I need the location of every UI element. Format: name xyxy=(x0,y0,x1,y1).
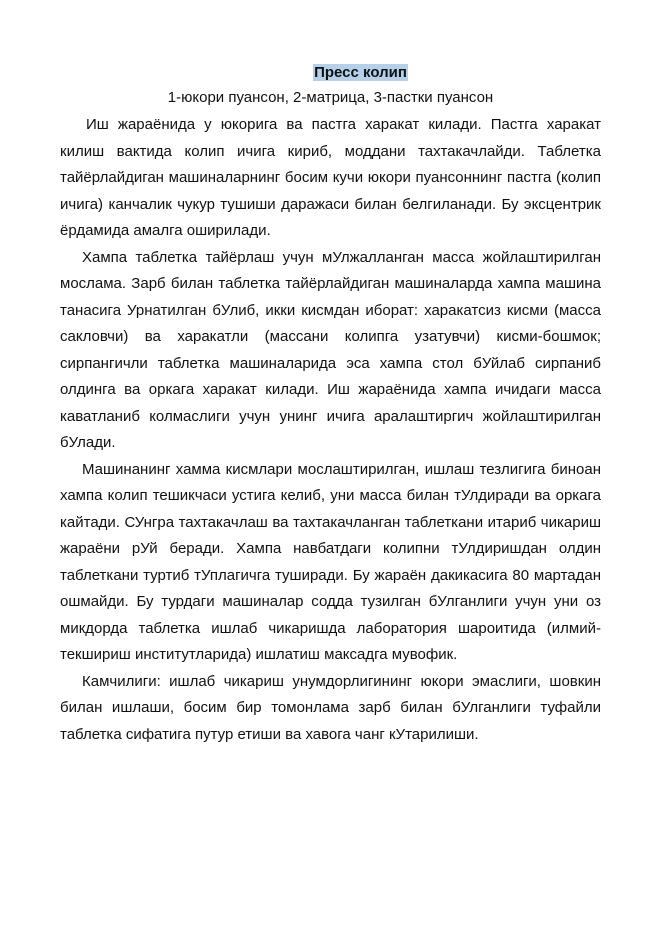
paragraph-4: Камчилиги: ишлаб чикариш унумдорлигининг юкори эмаслиги, шовкин билан ишлаши, босим бир томонлама зарб билан бУлганлиги туфайли таблетка сифатига путур етиши ва хавога чанг кУтарилиши. xyxy=(60,672,601,743)
paragraph-2: Хампа таблетка тайёрлаш учун мУлжалланган масса жойлаштирилган мослама. Зарб билан таблетка тайёрлайдиган машиналарда хампа машина танасига Урнатилган бУлиб, икки кисмдан иборат: харакатсиз кисми (масса сакловчи) ва харакатли (массани колипга узатувчи) кисми-бошмок; сирпангичли таблетка машиналарида эса хампа стол бУйлаб сирпаниб олдинга ва оркага харакат килади. Иш жараёнида хампа ичидаги масса каватланиб колмаслиги учун унинг ичига аралаштиргич жойлаштирилган бУлади. xyxy=(60,248,601,451)
paragraph-3: Машинанинг хамма кисмлари мослаштирилган, ишлаш тезлигига биноан хампа колип тешикчаси устига келиб, уни масса билан тУлдиради ва оркага кайтади. СУнгра тахтакачлаш ва тахтакачланган таблеткани итариб чикариш жараёни рУй беради. Хампа навбатдаги колипни тУлдиришдан олдин таблеткани туртиб тУплагичга туширади. Бу жараён дакикасига 80 мартадан ошмайди. Бу турдаги машиналар содда тузилган бУлганлиги учун уни оз микдорда таблетка ишлаб чикаришда лаборатория шароитида (илмий-текшириш институтларида) ишлатиш максадга мувофик. xyxy=(60,460,601,663)
figure-caption: 1-юкори пуансон, 2-матрица, 3-пастки пуансон xyxy=(167,89,494,106)
document-title xyxy=(120,62,601,84)
highlighted-title-text: Пресс колип xyxy=(314,64,407,81)
paragraph-1: Иш жараёнида у юкорига ва пастга харакат килади. Пастга харакат килиш вактида колип ичига кириб, моддани тахтакачлайди. Таблетка тайёрлайдиган машиналарнинг босим кучи юкори пуансоннинг пастга (колип ичига) канчалик чукур тушиши даражаси билан белгиланади. Бу эксцентрик ёрдамида амалга оширилади. xyxy=(60,116,601,239)
document-page xyxy=(60,62,601,748)
